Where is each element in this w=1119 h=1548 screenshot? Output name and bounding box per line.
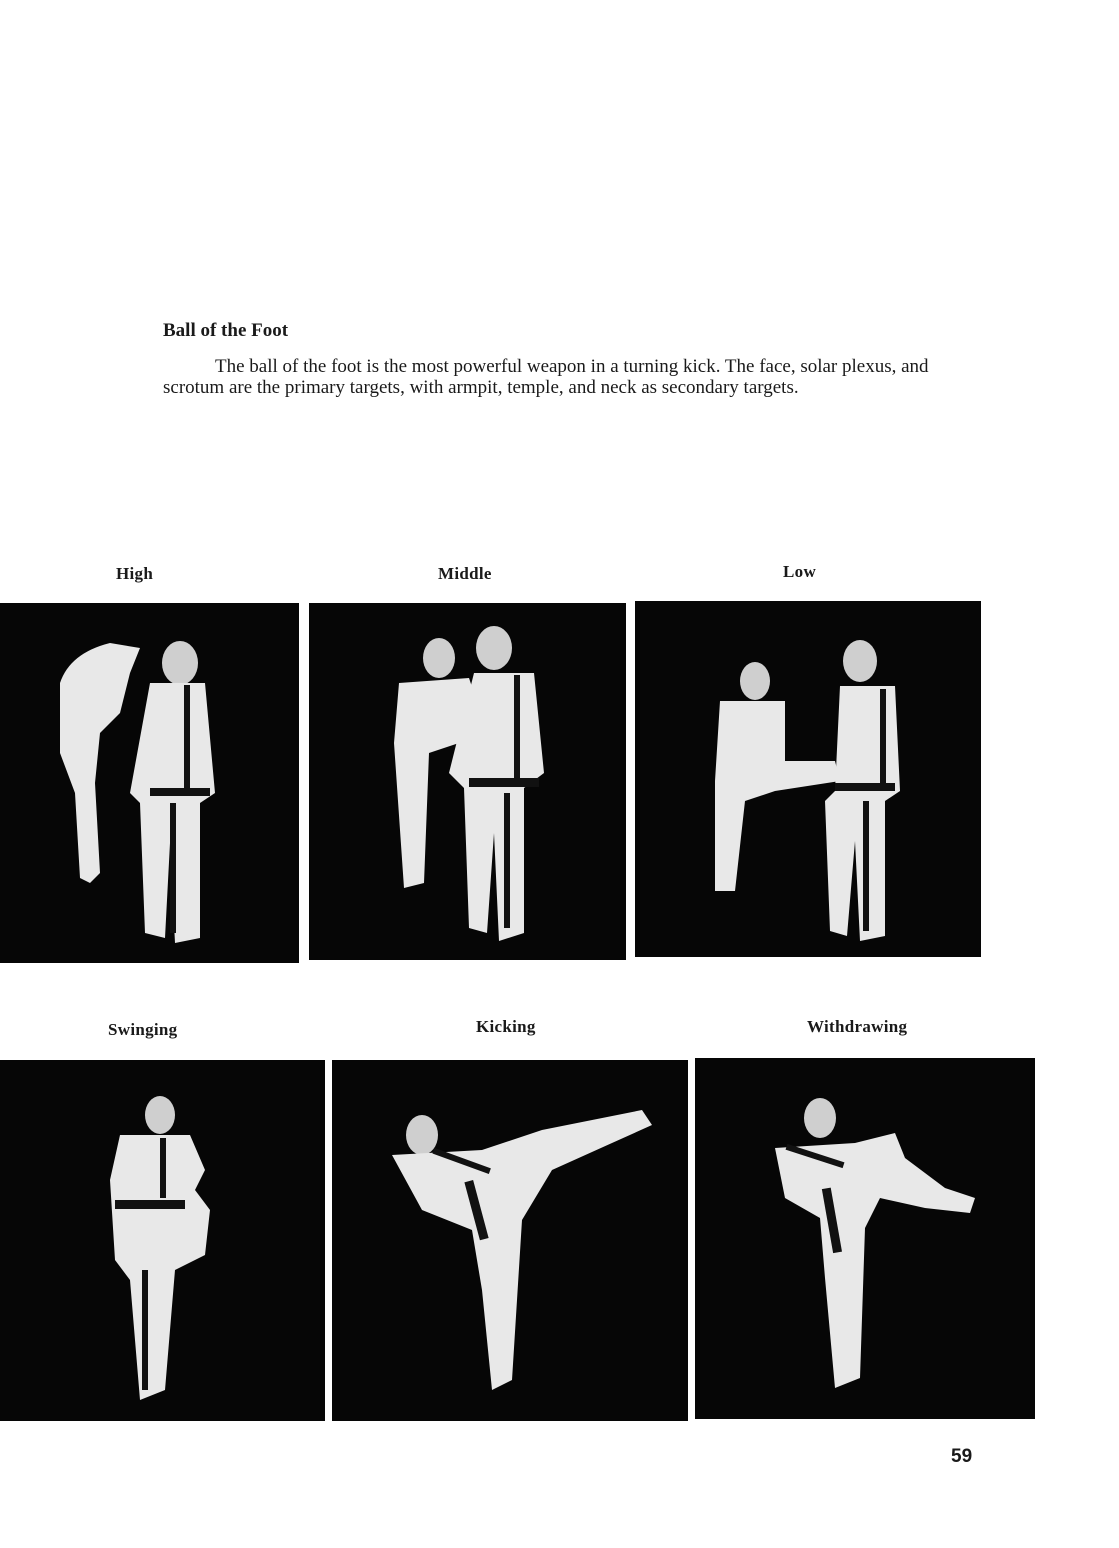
- caption-withdrawing: Withdrawing: [807, 1017, 908, 1036]
- page-number: 59: [951, 1446, 973, 1467]
- photo-high-kick: [0, 603, 299, 963]
- photo-withdrawing: [695, 1058, 1035, 1419]
- caption-middle: Middle: [438, 564, 492, 583]
- photo-middle-kick: [309, 603, 626, 960]
- section-paragraph: The ball of the foot is the most powerful weapon in a turning kick. The face, solar plexus, and scrotum are the primary targets, with armpit, temple, and neck as secondary targets.: [163, 356, 929, 399]
- photo-kicking: [332, 1060, 688, 1421]
- photo-low-kick: [635, 601, 981, 957]
- caption-high: High: [116, 564, 154, 583]
- caption-kicking: Kicking: [476, 1017, 536, 1036]
- caption-low: Low: [783, 562, 817, 581]
- photo-swinging: [0, 1060, 325, 1421]
- caption-swinging: Swinging: [108, 1020, 178, 1039]
- section-heading: Ball of the Foot: [163, 320, 289, 341]
